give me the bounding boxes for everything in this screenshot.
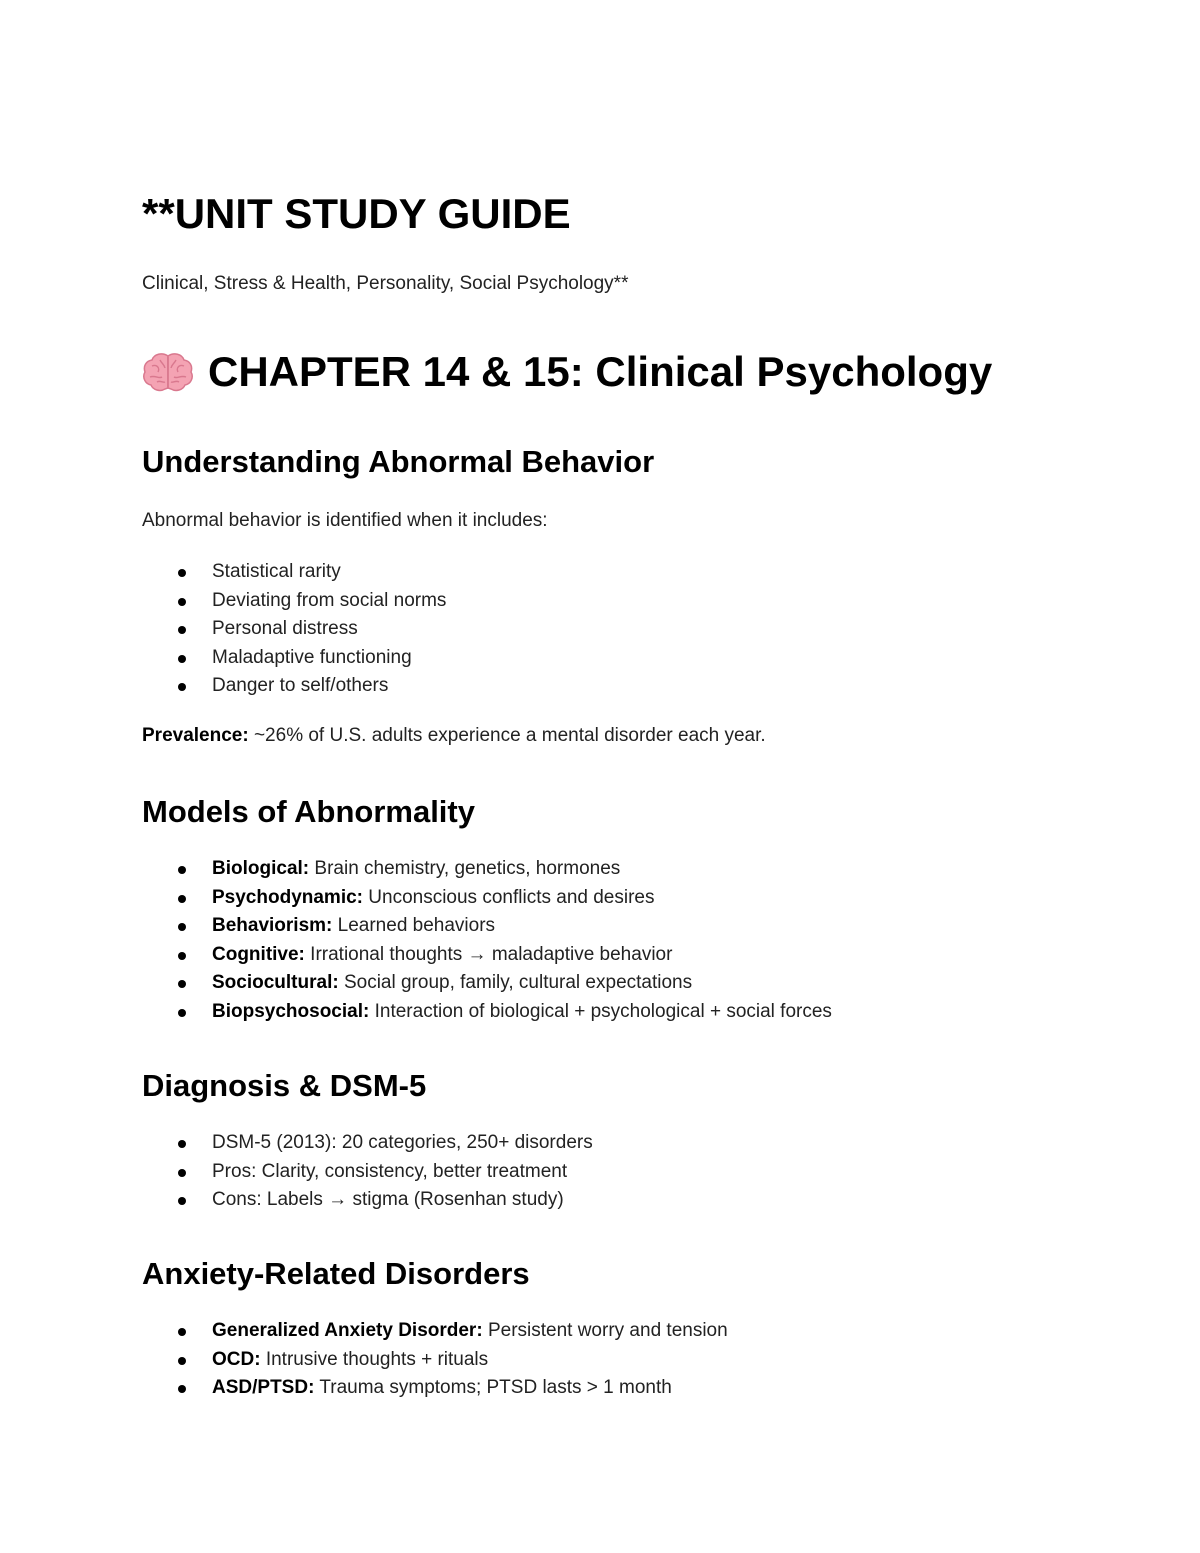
bullet-icon (178, 1140, 186, 1148)
list-item: Danger to self/others (142, 672, 1102, 701)
prevalence-label: Prevalence: (142, 724, 249, 746)
models-list (142, 855, 1102, 1027)
bullet-icon (178, 598, 186, 606)
bullet-icon (178, 1385, 186, 1393)
list-item: Cons: Labels → stigma (Rosenhan study) (142, 1186, 1102, 1215)
list-item: Deviating from social norms (142, 587, 1102, 616)
section-anxiety (142, 1256, 1102, 1403)
bullet-icon (178, 1197, 186, 1205)
list-item: Behaviorism: Learned behaviors (142, 912, 1102, 941)
section-diagnosis (142, 1068, 1102, 1215)
section-heading: Understanding Abnormal Behavior (142, 444, 655, 479)
prevalence-note (142, 725, 1102, 747)
bullet-icon (178, 1009, 186, 1017)
list-item: Sociocultural: Social group, family, cultural expectations (142, 969, 1102, 998)
bullet-icon (178, 895, 186, 903)
list-item: Cognitive: Irrational thoughts → maladaptive behavior (142, 941, 1102, 970)
bullet-icon (178, 655, 186, 663)
list-item: Personal distress (142, 615, 1102, 644)
section-heading: Models of Abnormality (142, 794, 475, 829)
list-item: Maladaptive functioning (142, 644, 1102, 673)
section-heading: Diagnosis & DSM-5 (142, 1068, 427, 1103)
list-item: Biological: Brain chemistry, genetics, hormones (142, 855, 1102, 884)
document-subtitle: Clinical, Stress & Health, Personality, Social Psychology** (142, 273, 629, 294)
chapter-title-text: CHAPTER 14 & 15: Clinical Psychology (208, 348, 993, 395)
anxiety-list (142, 1317, 1102, 1403)
abnormal-criteria-list (142, 558, 1102, 701)
bullet-icon (178, 866, 186, 874)
bullet-icon (178, 626, 186, 634)
prevalence-text: ~26% of U.S. adults experience a mental disorder each year. (248, 724, 766, 746)
list-item: Statistical rarity (142, 558, 1102, 587)
document-title: **UNIT STUDY GUIDE (142, 190, 571, 237)
list-item: DSM-5 (2013): 20 categories, 250+ disorders (142, 1129, 1102, 1158)
bullet-icon (178, 980, 186, 988)
list-item: Generalized Anxiety Disorder: Persistent worry and tension (142, 1317, 1102, 1346)
bullet-icon (178, 1328, 186, 1336)
bullet-icon (178, 569, 186, 577)
list-item: Pros: Clarity, consistency, better treatment (142, 1158, 1102, 1187)
diagnosis-list (142, 1129, 1102, 1215)
chapter-heading (142, 348, 992, 396)
section-intro: Abnormal behavior is identified when it includes: (142, 510, 548, 531)
section-abnormal-behavior (142, 444, 1102, 747)
bullet-icon (178, 1169, 186, 1177)
list-item: Psychodynamic: Unconscious conflicts and desires (142, 884, 1102, 913)
bullet-icon (178, 683, 186, 691)
section-heading: Anxiety-Related Disorders (142, 1256, 530, 1291)
list-item: ASD/PTSD: Trauma symptoms; PTSD lasts > 1 month (142, 1374, 1102, 1403)
list-item: Biopsychosocial: Interaction of biological + psychological + social forces (142, 998, 1102, 1027)
bullet-icon (178, 923, 186, 931)
bullet-icon (178, 1357, 186, 1365)
bullet-icon (178, 952, 186, 960)
brain-icon (142, 352, 194, 392)
list-item: OCD: Intrusive thoughts + rituals (142, 1346, 1102, 1375)
section-models (142, 794, 1102, 1027)
